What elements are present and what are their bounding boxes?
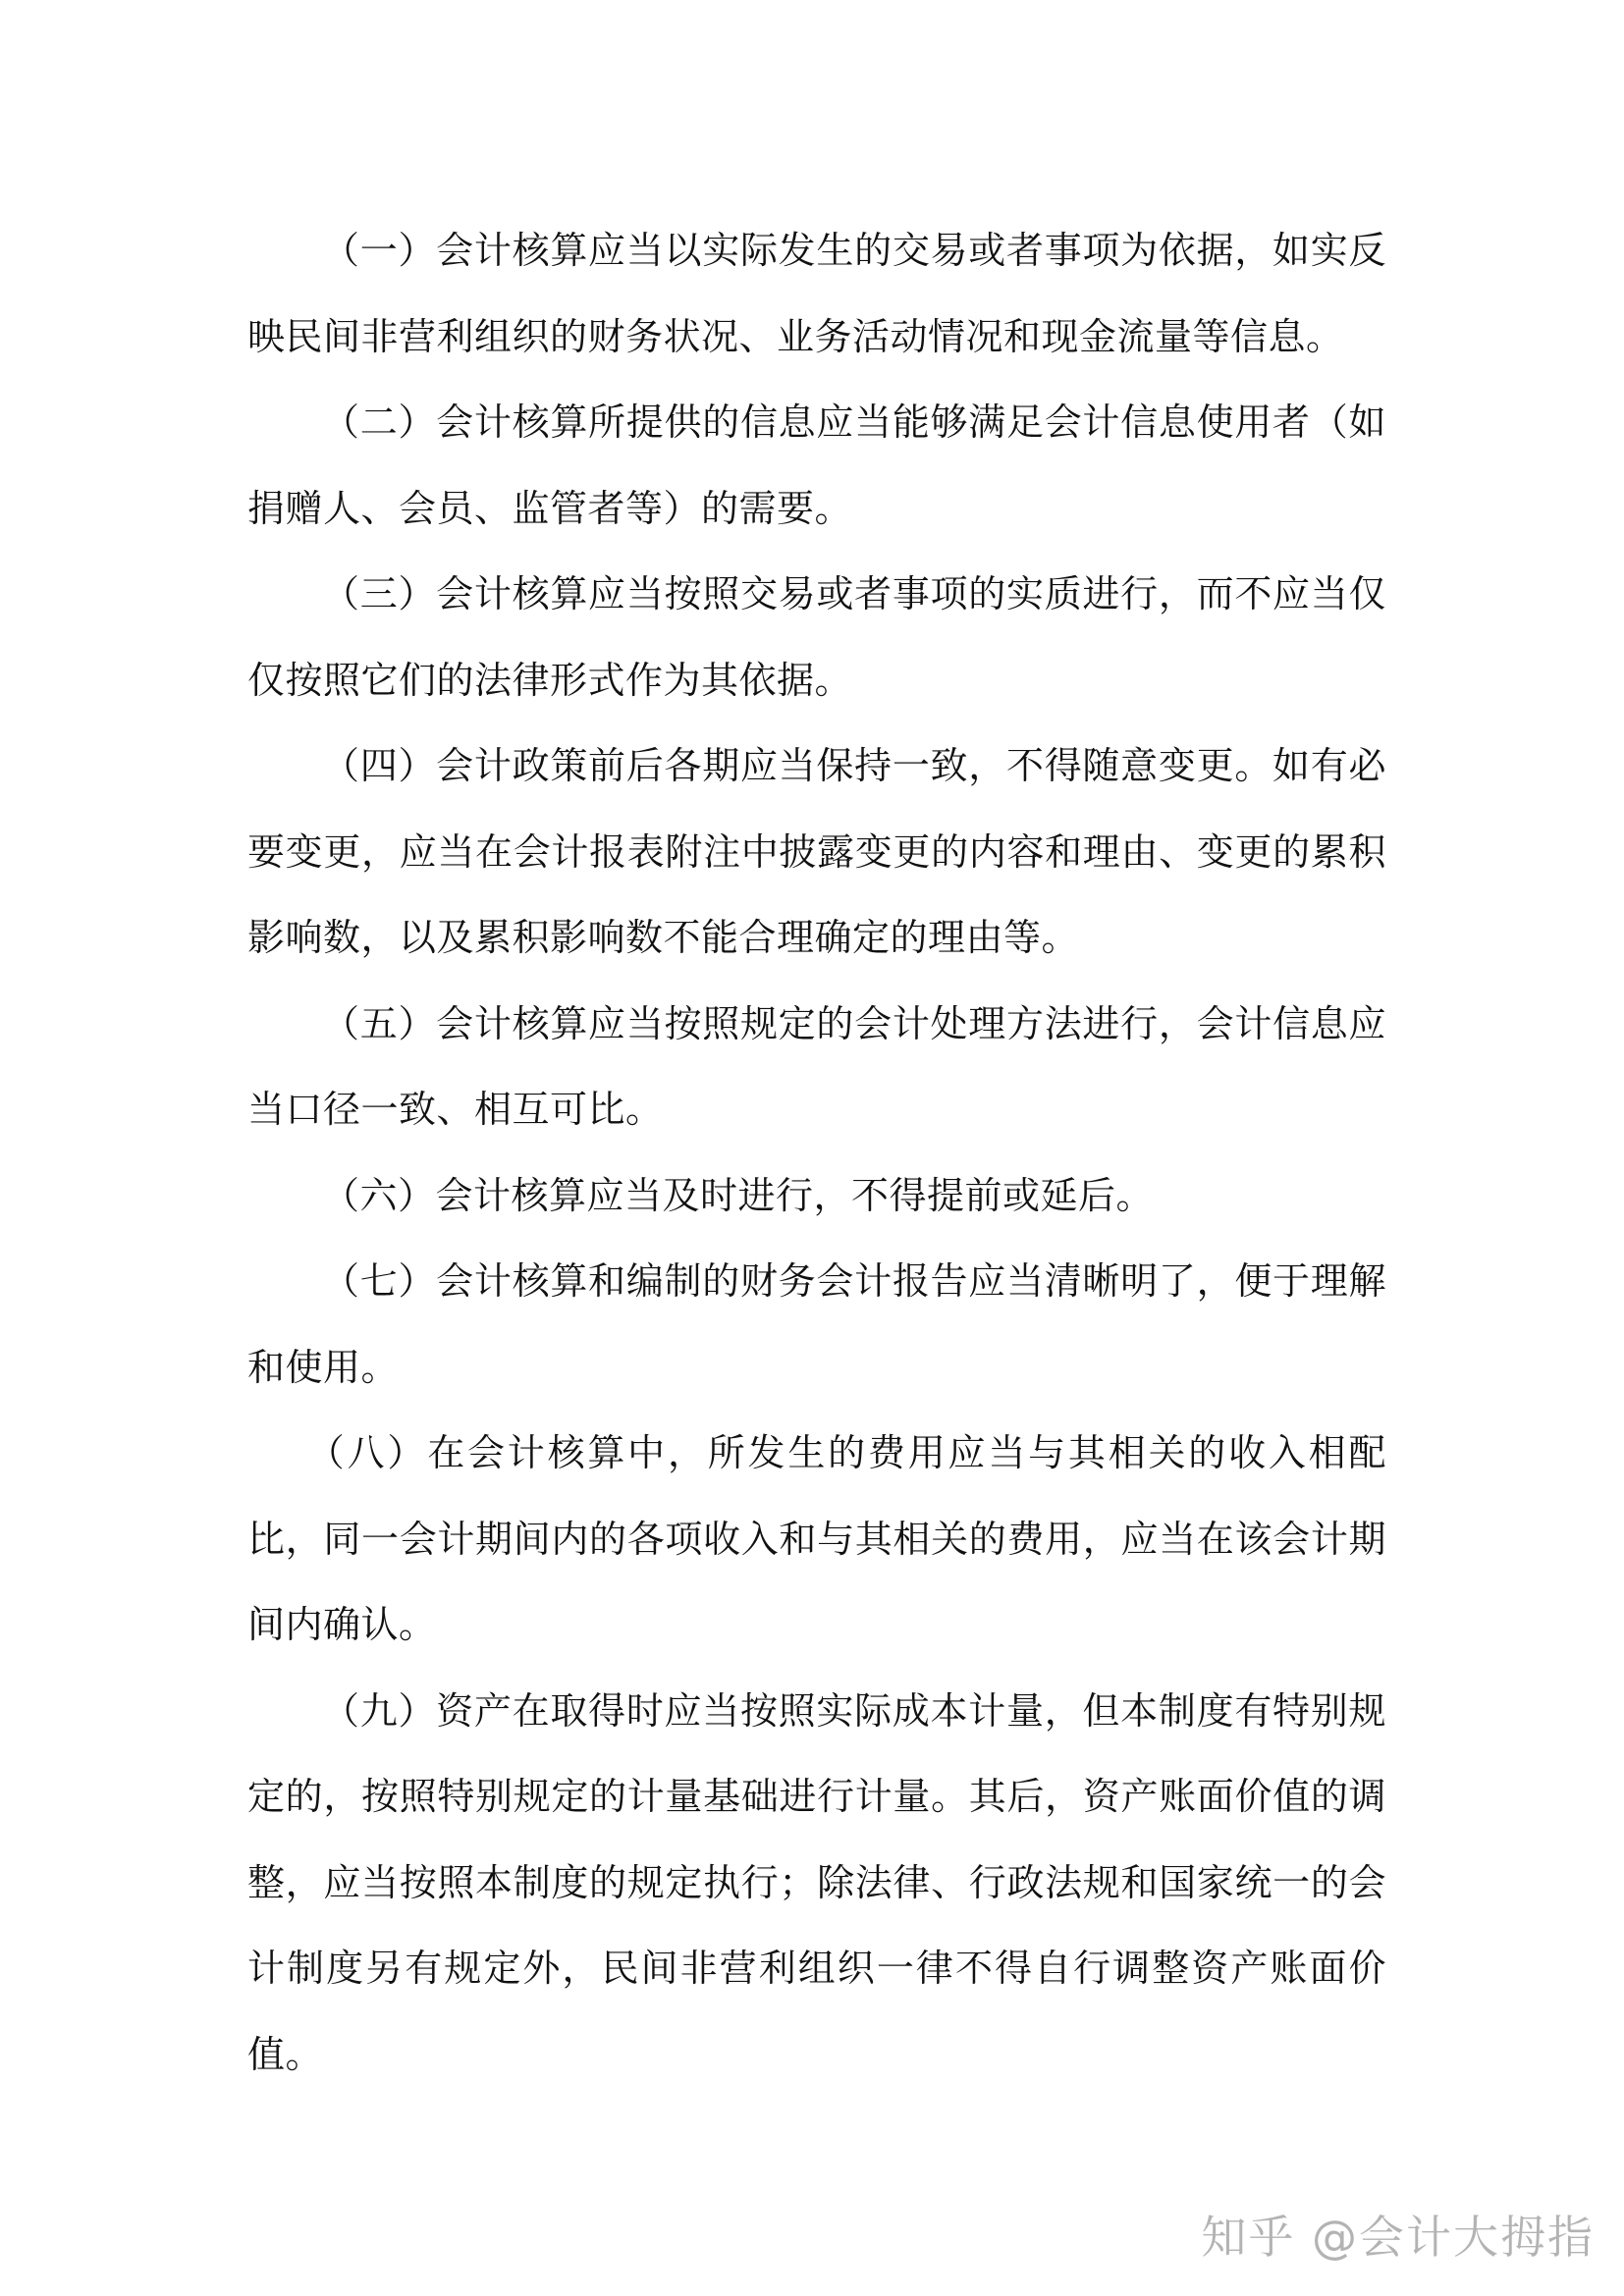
- paragraph-1: [247, 208, 1386, 380]
- paragraph-4-text: 会计政策前后各期应当保持一致，不得随意变更。如有必要变更，应当在会计报表附注中披露变更的内容和理由、变更的累积影响数，以及累积影响数不能合理确定的理由等。: [247, 744, 1386, 959]
- paragraph-1-text: 会计核算应当以实际发生的交易或者事项为依据，如实反映民间非营利组织的财务状况、业务活动情况和现金流量等信息。: [247, 229, 1386, 358]
- paragraph-4: [247, 723, 1386, 982]
- paragraph-4-label: （四）: [322, 744, 437, 787]
- paragraph-2-text: 会计核算所提供的信息应当能够满足会计信息使用者（如捐赠人、会员、监管者等）的需要。: [247, 400, 1386, 530]
- paragraph-1-label: （一）: [322, 229, 437, 272]
- paragraph-3: [247, 552, 1386, 723]
- paragraph-6-label: （六）: [322, 1173, 436, 1217]
- paragraph-8-label: （八）: [306, 1431, 428, 1474]
- paragraph-5-text: 会计核算应当按照规定的会计处理方法进行，会计信息应当口径一致、相互可比。: [247, 1001, 1386, 1131]
- paragraph-5-label: （五）: [322, 1001, 437, 1045]
- paragraph-9-text: 资产在取得时应当按照实际成本计量，但本制度有特别规定的，按照特别规定的计量基础进行计量。其后，资产账面价值的调整，应当按照本制度的规定执行；除法律、行政法规和国家统一的会计制度另有规定外，民间非营利组织一律不得自行调整资产账面价值。: [247, 1688, 1386, 2076]
- paragraph-9-label: （九）: [322, 1688, 437, 1733]
- paragraph-9: [247, 1669, 1386, 2099]
- paragraph-2: [247, 380, 1386, 552]
- paragraph-7: [247, 1239, 1386, 1411]
- zhihu-watermark: 知乎 @会计大拇指: [1201, 2211, 1595, 2264]
- paragraph-5: [247, 982, 1386, 1153]
- paragraph-3-text: 会计核算应当按照交易或者事项的实质进行，而不应当仅仅按照它们的法律形式作为其依据。: [247, 572, 1386, 702]
- paragraph-7-label: （七）: [322, 1259, 437, 1303]
- paragraph-7-text: 会计核算和编制的财务会计报告应当清晰明了，便于理解和使用。: [247, 1259, 1386, 1389]
- paragraph-2-label: （二）: [322, 400, 437, 444]
- paragraph-8: [247, 1411, 1386, 1669]
- paragraph-6-text: 会计核算应当及时进行，不得提前或延后。: [435, 1173, 1155, 1217]
- paragraph-3-label: （三）: [322, 572, 437, 615]
- paragraph-6: [247, 1153, 1386, 1240]
- document-page: [247, 208, 1386, 2098]
- paragraph-8-text: 在会计核算中，所发生的费用应当与其相关的收入相配比，同一会计期间内的各项收入和与其相关的费用，应当在该会计期间内确认。: [247, 1431, 1386, 1646]
